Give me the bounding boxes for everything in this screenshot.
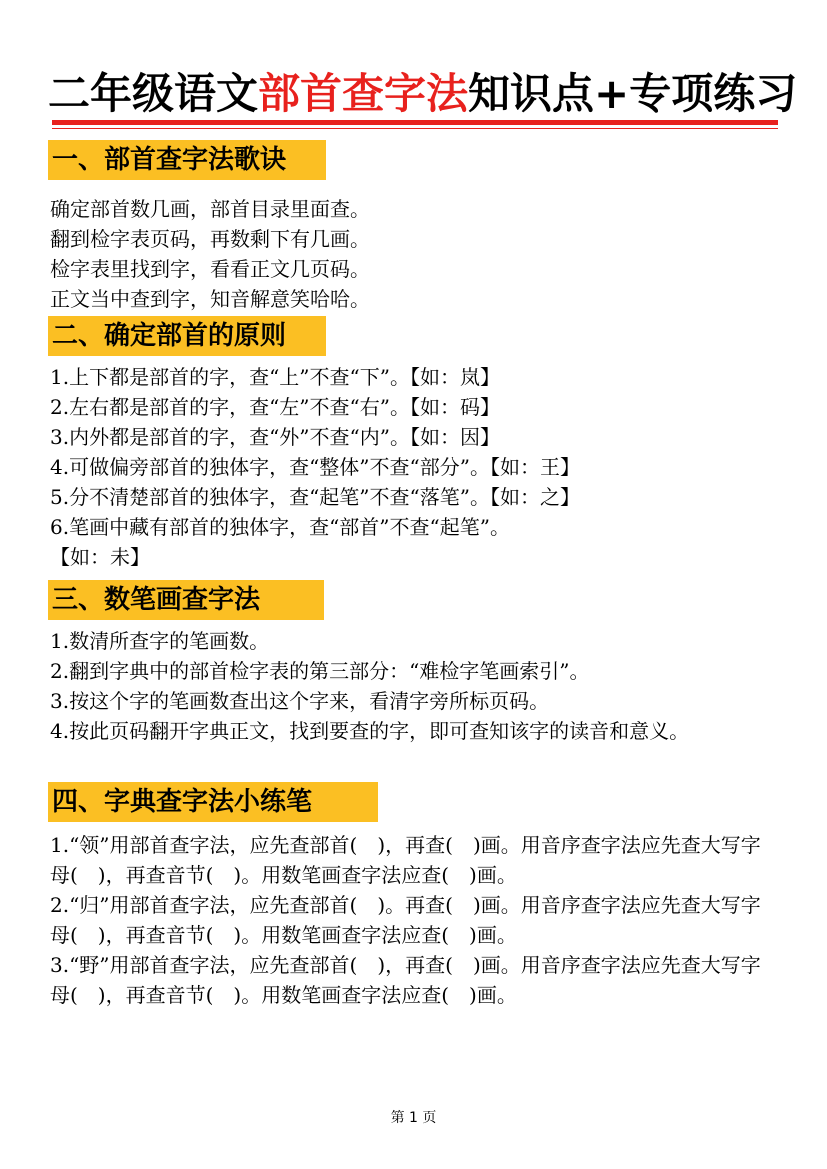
step-item: 4.按此页码翻开字典正文，找到要查的字，即可查知该字的读音和意义。 <box>50 719 690 743</box>
rule-item: 4.可做偏旁部首的独体字，查“整体”不查“部分”。【如：王】 <box>50 455 580 479</box>
section-heading-4: 四、字典查字法小练笔 <box>48 782 378 822</box>
section-heading-1: 一、部首查字法歌诀 <box>48 140 326 180</box>
section-body-2 <box>50 362 780 572</box>
page-number: 第 1 页 <box>390 1110 437 1126</box>
exercise-item: 3.“野”用部首查字法，应先查部首( )，再查( )画。用音序查字法应先查大写字母( )，再查音节( )。用数笔画查字法应查( )画。 <box>50 953 761 1007</box>
title-highlight: 部首查字法 <box>258 69 469 118</box>
rule-item: 2.左右都是部首的字，查“左”不查“右”。【如：码】 <box>50 395 500 419</box>
verse-line: 正文当中查到字，知音解意笑哈哈。 <box>50 287 370 311</box>
section-heading-3: 三、数笔画查字法 <box>48 580 324 620</box>
rule-item-continuation: 【如：未】 <box>50 545 150 569</box>
verse-line: 确定部首数几画，部首目录里面查。 <box>50 197 370 221</box>
title-underline-thin <box>52 128 778 129</box>
section-body-3 <box>50 626 780 746</box>
rule-item: 3.内外都是部首的字，查“外”不查“内”。【如：因】 <box>50 425 500 449</box>
exercise-item: 1.“领”用部首查字法，应先查部首( )，再查( )画。用音序查字法应先查大写字母( )，再查音节( )。用数笔画查字法应查( )画。 <box>50 833 761 887</box>
section-body-1 <box>50 194 780 314</box>
title-prefix: 二年级语文 <box>48 69 259 118</box>
rule-item: 5.分不清楚部首的独体字，查“起笔”不查“落笔”。【如：之】 <box>50 485 580 509</box>
section-heading-2: 二、确定部首的原则 <box>48 316 326 356</box>
step-item: 3.按这个字的笔画数查出这个字来，看清字旁所标页码。 <box>50 689 550 713</box>
page-title <box>48 66 798 122</box>
rule-item: 1.上下都是部首的字，查“上”不查“下”。【如：岚】 <box>50 365 500 389</box>
verse-line: 检字表里找到字，看看正文几页码。 <box>50 257 370 281</box>
step-item: 2.翻到字典中的部首检字表的第三部分：“难检字笔画索引”。 <box>50 659 590 683</box>
rule-item: 6.笔画中藏有部首的独体字，查“部首”不查“起笔”。 <box>50 515 510 539</box>
title-suffix: 知识点+专项练习 <box>468 69 798 118</box>
verse-line: 翻到检字表页码，再数剩下有几画。 <box>50 227 370 251</box>
title-underline <box>52 120 778 125</box>
section-body-4 <box>50 830 780 1010</box>
step-item: 1.数清所查字的笔画数。 <box>50 629 270 653</box>
exercise-item: 2.“归”用部首查字法，应先查部首( )。再查( )画。用音序查字法应先查大写字母( )，再查音节( )。用数笔画查字法应查( )画。 <box>50 893 761 947</box>
